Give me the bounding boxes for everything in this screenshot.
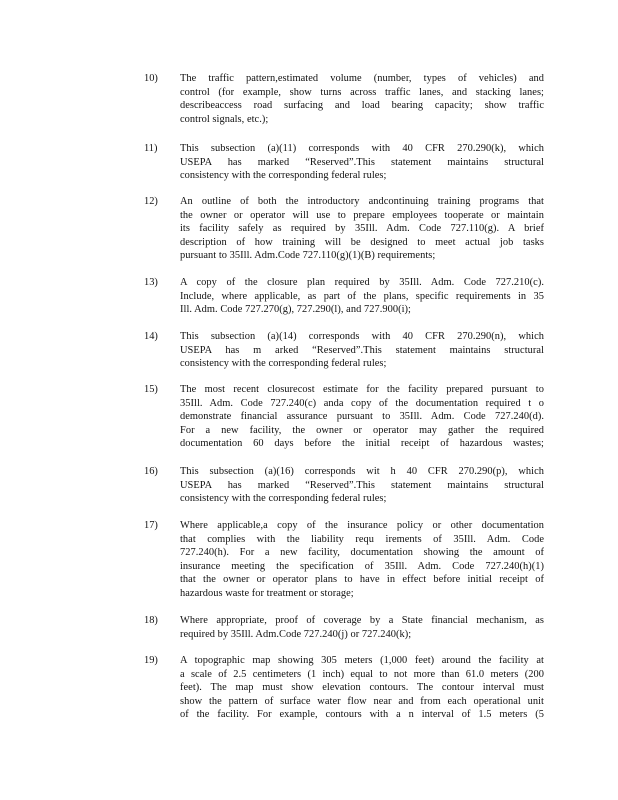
item-number: 12) xyxy=(144,196,158,207)
text-line: Where appropriate, proof of coverage by a State financial mechanism, as xyxy=(180,615,544,626)
text-line: required by 35Ill. Adm.Code 727.240(j) or 727.240(k); xyxy=(180,628,412,640)
text-line: A copy of the closure plan required by 35Ill. Adm. Code 727.210(c). xyxy=(180,277,544,288)
text-line: documentation 60 days before the initial receipt of hazardous wastes; xyxy=(180,438,544,450)
text-line: feet). The map must show elevation contours. The contour interval must xyxy=(180,682,544,694)
text-line: describeaccess road surfacing and load bearing capacity; show traffic xyxy=(180,100,544,112)
item-number: 14) xyxy=(144,331,158,342)
text-line: A topographic map showing 305 meters (1,000 feet) around the facility at xyxy=(180,655,544,666)
text-line: 727.240(h). For a new facility, documentation showing the amount of xyxy=(180,547,544,559)
text-line: This subsection (a)(16) corresponds wit h 40 CFR 270.290(p), which xyxy=(180,466,544,477)
text-line: The traffic pattern,estimated volume (number, types of vehicles) and xyxy=(180,73,544,84)
text-line: control signals, etc.); xyxy=(180,113,269,125)
item-text xyxy=(180,519,544,601)
text-line: USEPA has marked “Reserved”.This statement maintains structural xyxy=(180,156,544,168)
text-line: consistency with the corresponding federal rules; xyxy=(180,493,387,505)
text-line: demonstrate financial assurance pursuant to 35Ill. Adm. Code 727.240(d). xyxy=(180,411,544,423)
text-line: that complies with the liability requ irements of 35Ill. Adm. Code xyxy=(180,533,544,545)
item-number: 16) xyxy=(144,466,158,477)
text-line: Where applicable,a copy of the insurance policy or other documentation xyxy=(180,520,544,531)
item-text xyxy=(180,614,544,641)
text-line: consistency with the corresponding federal rules; xyxy=(180,358,387,370)
text-line: This subsection (a)(11) corresponds with 40 CFR 270.290(k), which xyxy=(180,143,544,154)
item-text xyxy=(180,195,544,263)
text-line: 35Ill. Adm. Code 727.240(c) anda copy of the documentation required t o xyxy=(180,397,544,409)
text-line: description of how training will be designed to meet actual job tasks xyxy=(180,236,544,248)
text-line: USEPA has marked “Reserved”.This statement maintains structural xyxy=(180,479,544,491)
text-line: control (for example, show turns across traffic lanes, and stacking lanes; xyxy=(180,86,544,98)
text-line: the owner or operator will use to prepare employees tooperate or maintain xyxy=(180,209,544,221)
item-number: 13) xyxy=(144,277,158,288)
item-text xyxy=(180,142,544,183)
text-line: that the owner or operator plans to have in effect before initial receipt of xyxy=(180,574,544,586)
text-line: a scale of 2.5 centimeters (1 inch) equal to not more than 61.0 meters (200 xyxy=(180,668,544,680)
text-line: Include, where applicable, as part of the plans, specific requirements in 35 xyxy=(180,290,544,302)
item-text xyxy=(180,72,544,126)
item-number: 11) xyxy=(144,143,158,154)
text-line: hazardous waste for treatment or storage; xyxy=(180,587,354,599)
text-line: its facility safely as required by 35Ill. Adm. Code 727.110(g). A brief xyxy=(180,223,544,235)
text-line: Ill. Adm. Code 727.270(g), 727.290(l), and 727.900(i); xyxy=(180,304,411,316)
item-number: 10) xyxy=(144,73,158,84)
item-number: 17) xyxy=(144,520,158,531)
text-line: For a new facility, the owner or operator may gather the required xyxy=(180,424,544,436)
item-text xyxy=(180,383,544,451)
item-number: 19) xyxy=(144,655,158,666)
item-text xyxy=(180,465,544,506)
text-line: of the facility. For example, contours with a n interval of 1.5 meters (5 xyxy=(180,709,544,721)
text-line: An outline of both the introductory andcontinuing training programs that xyxy=(180,196,544,207)
text-line: insurance meeting the specification of 35Ill. Adm. Code 727.240(h)(1) xyxy=(180,560,544,572)
text-line: The most recent closurecost estimate for the facility prepared pursuant to xyxy=(180,384,544,395)
item-text xyxy=(180,330,544,371)
item-number: 15) xyxy=(144,384,158,395)
text-line: This subsection (a)(14) corresponds with 40 CFR 270.290(n), which xyxy=(180,331,544,342)
item-text xyxy=(180,276,544,317)
text-line: show the pattern of surface water flow near and from each operational unit xyxy=(180,695,544,707)
text-line: pursuant to 35Ill. Adm.Code 727.110(g)(1)(B) requirements; xyxy=(180,250,436,262)
item-number: 18) xyxy=(144,615,158,626)
item-text xyxy=(180,654,544,722)
text-line: USEPA has m arked “Reserved”.This statement maintains structural xyxy=(180,344,544,356)
text-line: consistency with the corresponding federal rules; xyxy=(180,170,387,182)
